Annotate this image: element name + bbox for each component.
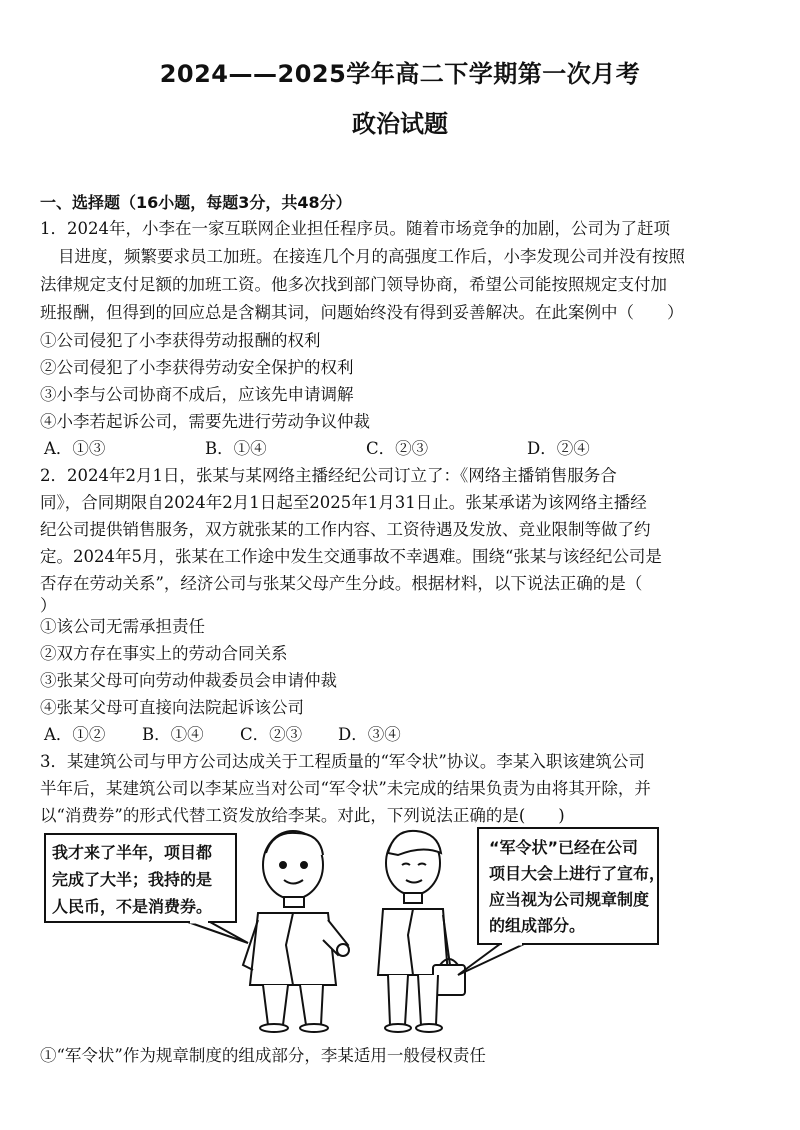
q2-statement: ③张某父母可向劳动仲裁委员会申请仲裁 (40, 671, 337, 690)
bubble-right-line: 的组成部分。 (489, 916, 586, 935)
q1-option-b[interactable]: B．①④ (205, 439, 267, 458)
q2-stem-line: ） (40, 596, 57, 615)
q1-option-c[interactable]: C．②③ (366, 439, 429, 458)
q1-stem-line: 法律规定支付足额的加班工资。他多次找到部门领导协商，希望公司能按照规定支付加 (40, 275, 667, 294)
q3-stem-line: 以“消费券”的形式代替工资发放给李某。对此，下列说法正确的是( ) (40, 806, 565, 825)
q2-option-a[interactable]: A．①② (44, 725, 106, 744)
worker-figure-right (378, 831, 465, 1032)
q2-stem-line: 否存在劳动关系”，经济公司与张某父母产生分歧。根据材料，以下说法正确的是（ (40, 574, 643, 593)
bubble-left-line: 完成了大半；我持的是 (52, 870, 213, 889)
bubble-left-line: 人民币，不是消费券。 (52, 897, 213, 916)
exam-title: 2024——2025学年高二下学期第一次月考 (159, 60, 641, 88)
bubble-right-line: 项目大会上进行了宣布， (489, 864, 666, 883)
q1-statement: ③小李与公司协商不成后，应该先申请调解 (40, 385, 354, 404)
q2-option-d[interactable]: D．③④ (338, 725, 401, 744)
q3-stem-line: 半年后，某建筑公司以李某应当对公司“军令状”未完成的结果负责为由将其开除，并 (40, 779, 651, 798)
q2-statement: ②双方存在事实上的劳动合同关系 (40, 644, 288, 663)
q1-stem-line: 1．2024年，小李在一家互联网企业担任程序员。随着市场竞争的加剧，公司为了赶项 (40, 219, 670, 238)
q2-statement: ①该公司无需承担责任 (40, 617, 205, 636)
q1-stem-line: 目进度，频繁要求员工加班。在接连几个月的高强度工作后，小李发现公司并没有按照 (58, 247, 685, 266)
speech-bubble-left (45, 834, 248, 943)
q2-option-b[interactable]: B．①④ (142, 725, 204, 744)
q1-option-d[interactable]: D．②④ (527, 439, 590, 458)
q2-stem-line: 定。2024年5月，张某在工作途中发生交通事故不幸遇难。围绕“张某与该经纪公司是 (40, 547, 662, 566)
q3-statement: ①“军令状”作为规章制度的组成部分，李某适用一般侵权责任 (40, 1046, 486, 1065)
cartoon-illustration (38, 825, 728, 1035)
bubble-left-line: 我才来了半年，项目都 (52, 843, 213, 862)
q2-statement: ④张某父母可直接向法院起诉该公司 (40, 698, 304, 717)
bubble-right-line: “军令状”已经在公司 (489, 838, 639, 857)
q1-option-a[interactable]: A．①③ (44, 439, 106, 458)
q2-stem-line: 纪公司提供销售服务，双方就张某的工作内容、工资待遇及发放、竞业限制等做了约 (40, 520, 651, 539)
q3-stem-line: 3．某建筑公司与甲方公司达成关于工程质量的“军令状”协议。李某入职该建筑公司 (40, 752, 645, 771)
bubble-right-line: 应当视为公司规章制度 (489, 890, 650, 909)
exam-subtitle: 政治试题 (352, 110, 448, 138)
q2-option-c[interactable]: C．②③ (240, 725, 303, 744)
q1-statement: ④小李若起诉公司，需要先进行劳动争议仲裁 (40, 412, 370, 431)
q2-stem-line: 2．2024年2月1日，张某与某网络主播经纪公司订立了：《网络主播销售服务合 (40, 466, 617, 485)
q1-statement: ①公司侵犯了小李获得劳动报酬的权利 (40, 331, 321, 350)
q1-statement: ②公司侵犯了小李获得劳动安全保护的权利 (40, 358, 354, 377)
q2-stem-line: 同》，合同期限自2024年2月1日起至2025年1月31日止。张某承诺为该网络主播经 (40, 493, 647, 512)
section-heading: 一、选择题（16小题，每题3分，共48分） (40, 193, 352, 212)
speech-bubble-right (458, 828, 665, 975)
worker-figure-left (243, 831, 349, 1032)
q1-stem-line: 班报酬，但得到的回应总是含糊其词，问题始终没有得到妥善解决。在此案例中（ ） (40, 303, 684, 322)
